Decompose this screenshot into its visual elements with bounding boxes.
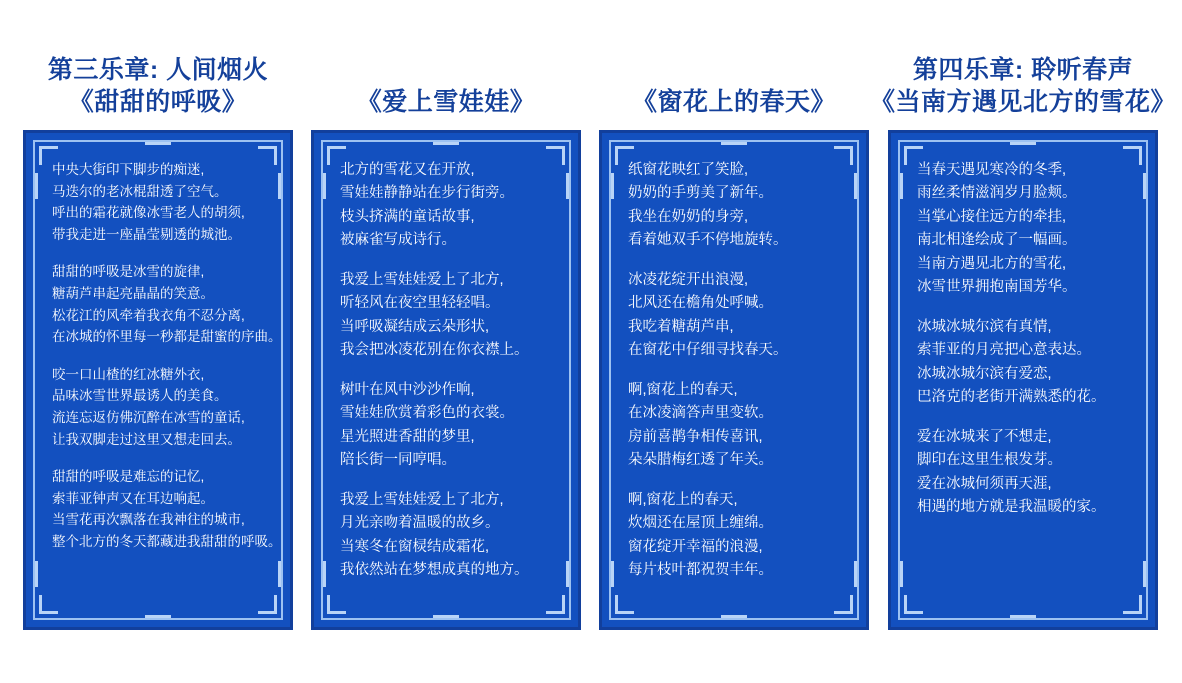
poem-column-3 (594, 40, 874, 630)
edge-ornament (278, 173, 281, 199)
poem-card-3 (599, 130, 869, 630)
edge-ornament (278, 561, 281, 587)
poem-line: 索菲亚钟声又在耳边响起。 (52, 490, 214, 506)
poem-line: 当呼吸凝结成云朵形状, (340, 318, 490, 335)
poem-stanza (340, 269, 556, 363)
poem-line: 雨丝柔情滋润岁月脸颊。 (917, 185, 1077, 202)
poem-heading-4 (870, 40, 1176, 126)
poem-line: 啊,窗花上的春天, (628, 491, 738, 508)
poem-heading-1 (48, 40, 268, 126)
poem-line: 冰雪世界拥抱南国芳华。 (917, 279, 1077, 296)
poem-line: 在冰城的怀里每一秒都是甜蜜的序曲。 (52, 329, 282, 345)
edge-ornament (611, 561, 614, 587)
poem-line: 冰城冰城尔滨有爱恋, (917, 365, 1052, 382)
edge-ornament (323, 173, 326, 199)
edge-ornament (854, 561, 857, 587)
poem-column-4 (870, 40, 1177, 630)
poem-heading-2 (357, 40, 536, 126)
poem-line: 房前喜鹊争相传喜讯, (628, 428, 763, 445)
poem-line: 中央大街印下脚步的痴迷, (52, 162, 205, 177)
edge-ornament (900, 561, 903, 587)
edge-ornament (721, 142, 747, 145)
edge-ornament (611, 173, 614, 199)
poem-line: 看着她双手不停地旋转。 (628, 232, 788, 249)
poem-line: 咬一口山楂的红冰糖外衣, (52, 366, 205, 382)
poem-line: 雪娃娃静静站在步行街旁。 (340, 185, 514, 202)
poem-stanza (52, 466, 282, 552)
poem-line: 当南方遇见北方的雪花, (917, 255, 1067, 272)
poem-stanza (628, 159, 844, 253)
poem-text-3 (616, 149, 852, 611)
poem-stanza (628, 379, 844, 473)
edge-ornament (35, 173, 38, 199)
poem-heading-2-line2: 《爱上雪娃娃》 (356, 88, 536, 116)
poem-line: 带我走进一座晶莹剔透的城池。 (52, 226, 241, 242)
poem-line: 爱在冰城何须再天涯, (917, 475, 1052, 492)
edge-ornament (721, 615, 747, 618)
edge-ornament (1010, 615, 1036, 618)
edge-ornament (1143, 561, 1146, 587)
poem-stanza (52, 364, 268, 450)
poem-line: 甜甜的呼吸是冰雪的旋律, (52, 264, 205, 280)
poem-line: 陪长街一同哼唱。 (340, 452, 456, 469)
poem-card-2 (311, 130, 581, 630)
poem-line: 让我双脚走过这里又想走回去。 (52, 431, 241, 447)
poem-line: 整个北方的冬天都藏进我甜甜的呼吸。 (52, 533, 282, 549)
poem-line: 我吃着糖葫芦串, (628, 318, 734, 335)
poem-line: 相遇的地方就是我温暖的家。 (917, 499, 1106, 516)
poem-line: 每片枝叶都祝贺丰年。 (628, 562, 773, 579)
poem-line: 北方的雪花又在开放, (340, 162, 475, 178)
edge-ornament (900, 173, 903, 199)
poem-line: 被麻雀写成诗行。 (340, 232, 456, 249)
poem-line: 我依然站在梦想成真的地方。 (340, 562, 529, 579)
poem-stanza (917, 159, 1133, 300)
poem-stanza (628, 489, 844, 583)
poem-line: 松花江的风牵着我衣角不忍分离, (52, 307, 245, 323)
poem-line: 脚印在这里生根发芽。 (917, 452, 1062, 469)
poem-line: 纸窗花映红了笑脸, (628, 162, 749, 178)
poem-line: 听轻风在夜空里轻轻唱。 (340, 295, 500, 312)
poem-line: 当春天遇见寒冷的冬季, (917, 162, 1067, 178)
poem-heading-4-line2: 《当南方遇见北方的雪花》 (870, 88, 1177, 116)
poem-line: 朵朵腊梅红透了年关。 (628, 452, 773, 469)
poem-card-1 (23, 130, 293, 630)
poem-stanza (340, 159, 556, 253)
poem-stanza (917, 316, 1133, 410)
poem-line: 糖葫芦串起亮晶晶的笑意。 (52, 285, 214, 301)
poem-line: 雪娃娃欣赏着彩色的衣裳。 (340, 405, 514, 422)
poem-line: 啊,窗花上的春天, (628, 381, 738, 398)
poem-text-2 (328, 149, 564, 611)
poem-line: 巴洛克的老街开满熟悉的花。 (917, 389, 1106, 406)
poem-line: 枝头挤满的童话故事, (340, 208, 475, 225)
poem-heading-1-line1: 第三乐章: 人间烟火 (47, 56, 269, 84)
poem-line: 月光亲吻着温暖的故乡。 (340, 515, 500, 532)
poem-stanza (52, 159, 268, 245)
poem-text-4 (905, 149, 1141, 611)
poem-line: 流连忘返仿佛沉醉在冰雪的童话, (52, 409, 245, 425)
poem-line: 当雪花再次飘落在我神往的城市, (52, 512, 245, 528)
poem-line: 冰城冰城尔滨有真情, (917, 318, 1052, 335)
poem-line: 马迭尔的老冰棍甜透了空气。 (52, 183, 228, 199)
poem-line: 索菲亚的月亮把心意表达。 (917, 342, 1091, 359)
poem-line: 星光照进香甜的梦里, (340, 428, 475, 445)
poem-heading-1-line2: 《甜甜的呼吸》 (68, 88, 248, 116)
poem-line: 南北相逢绘成了一幅画。 (917, 232, 1077, 249)
poem-line: 甜甜的呼吸是难忘的记忆, (52, 469, 205, 485)
poem-line: 我坐在奶奶的身旁, (628, 208, 749, 225)
edge-ornament (566, 173, 569, 199)
poem-line: 窗花绽开幸福的浪漫, (628, 538, 763, 555)
poem-column-1 (18, 40, 298, 630)
edge-ornament (145, 615, 171, 618)
poem-line: 冰凌花绽开出浪漫, (628, 271, 749, 288)
poem-line: 我爱上雪娃娃爱上了北方, (340, 271, 504, 288)
edge-ornament (1010, 142, 1036, 145)
poem-heading-3-line2: 《窗花上的春天》 (631, 88, 836, 116)
poem-column-2 (306, 40, 586, 630)
poem-line: 我会把冰凌花别在你衣襟上。 (340, 342, 529, 359)
edge-ornament (1143, 173, 1146, 199)
poem-stanza (917, 426, 1133, 520)
poem-line: 爱在冰城来了不想走, (917, 428, 1052, 445)
poem-heading-4-line1: 第四乐章: 聆听春声 (912, 56, 1134, 84)
poem-line: 奶奶的手剪美了新年。 (628, 185, 773, 202)
poem-line: 我爱上雪娃娃爱上了北方, (340, 491, 504, 508)
edge-ornament (323, 561, 326, 587)
poem-line: 北风还在檐角处呼喊。 (628, 295, 773, 312)
poem-stanza (340, 379, 556, 473)
edge-ornament (854, 173, 857, 199)
poem-line: 炊烟还在屋顶上缠绵。 (628, 515, 773, 532)
edge-ornament (566, 561, 569, 587)
poem-stanza (340, 489, 556, 583)
poem-text-1 (40, 149, 282, 611)
poem-line: 呼出的霜花就像冰雪老人的胡须, (52, 205, 245, 221)
edge-ornament (35, 561, 38, 587)
poem-card-4 (888, 130, 1158, 630)
poem-heading-3 (632, 40, 836, 126)
edge-ornament (433, 615, 459, 618)
edge-ornament (145, 142, 171, 145)
poem-line: 树叶在风中沙沙作响, (340, 381, 475, 398)
poem-line: 品味冰雪世界最诱人的美食。 (52, 388, 228, 404)
edge-ornament (433, 142, 459, 145)
poem-line: 当掌心接住远方的牵挂, (917, 208, 1067, 225)
poem-line: 在冰凌滴答声里变软。 (628, 405, 773, 422)
poem-line: 当寒冬在窗棂结成霜花, (340, 538, 490, 555)
poem-stanza (628, 269, 844, 363)
poem-stanza (52, 261, 282, 347)
poem-line: 在窗花中仔细寻找春天。 (628, 342, 788, 359)
